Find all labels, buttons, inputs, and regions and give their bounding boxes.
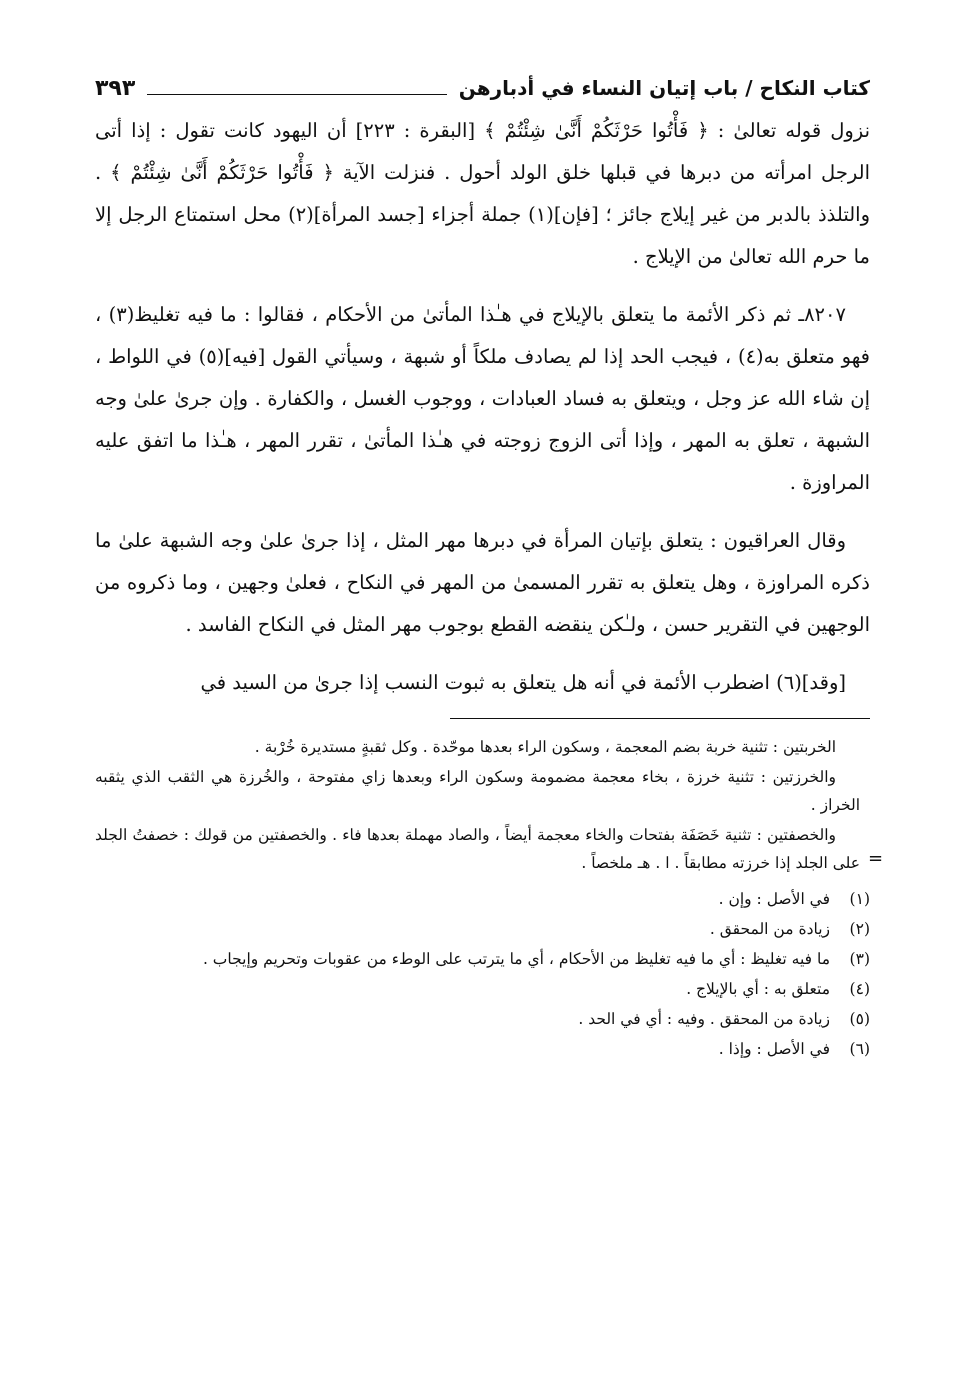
footnote-text: في الأصل : وإذا .	[718, 1040, 830, 1058]
footnote	[95, 915, 870, 943]
chapter-title: كتاب النكاح / باب إتيان النساء في أدبارهن	[458, 76, 870, 100]
paragraph: [وقد](٦) اضطرب الأئمة في أنه هل يتعلق به ثبوت النسب إذا جرىٰ من السيد في	[200, 671, 846, 694]
footnote-text: متعلق به : أي بالإيلاج .	[686, 980, 830, 998]
paragraph: ٨٢٠٧ـ ثم ذكر الأئمة ما يتعلق بالإيلاج في هـٰذا المأتىٰ من الأحكام ، فقالوا : ما فيه تغليظ(٣) ، فهو متعلق به(٤) ، فيجب الحد إذا لم يصادف ملكاً أو شبهة ، وسيأتي القول [فيه](٥) في اللواط ، إن شاء الله عز وجل ، ويتعلق به فساد العبادات ، ووجوب الغسل ، والكفارة . وإن جرىٰ علىٰ وجه الشبهة ، تعلق به المهر ، وإذا أتى الزوج زوجته في هـٰذا المأتىٰ ، تقرر المهر ، هـٰذا ما اتفق عليه المراوزة .	[95, 303, 870, 494]
footnote-text: ما فيه تغليظ : أي ما فيه تغليظ من الأحكام ، أي ما يترتب على الوطء من عقوبات وتحريم وإيجاب .	[202, 950, 830, 968]
footnote-number: (٥)	[849, 1010, 870, 1028]
book-page	[95, 68, 870, 1065]
footnote-continuation	[95, 733, 860, 877]
footnote-continuation-line: الخربتين : تثنية خربة بضم المعجمة ، وسكون الراء بعدها موحّدة . وكل ثقبةٍ مستديرة خُرْبة .	[254, 738, 836, 756]
footnote-number: (٣)	[849, 950, 870, 968]
footnote-number: (٤)	[849, 980, 870, 998]
page-number: ٣٩٣	[95, 75, 136, 101]
footnote-continuation-line: والخصفتين : تثنية خَصَفَة بفتحات والخاء معجمة أيضاً ، والصاد مهملة بعدها فاء . والخصفتين من قولك : خصفتُ الجلد على الجلد إذا خرزته مطابقاً . ا . هـ ملخصاً .	[95, 826, 860, 872]
footnote-number: (١)	[849, 890, 870, 908]
footnote-text: زيادة من المحقق . وفيه : أي في الحد .	[578, 1010, 830, 1028]
paragraph: وقال العراقيون : يتعلق بإتيان المرأة في دبرها مهر المثل ، إذا جرىٰ علىٰ وجه الشبهة علىٰ ما ذكره المراوزة ، وهل يتعلق به تقرر المسمىٰ من المهر في النكاح ، فعلىٰ وجهين ، وما ذكروه من الوجهين في التقرير حسن ، ولـٰكن ينقضه القطع بوجوب مهر المثل في النكاح الفاسد .	[95, 529, 870, 636]
footnote	[95, 1035, 870, 1063]
footnotes	[95, 885, 870, 1063]
footnote-text: في الأصل : وإن .	[718, 890, 830, 908]
footnote	[95, 975, 870, 1003]
footnote	[95, 945, 870, 973]
main-text	[95, 110, 870, 704]
footnote-number: (٦)	[849, 1040, 870, 1058]
paragraph: نزول قوله تعالىٰ : ﴿ فَأْتُوا حَرْثَكُمْ أَنَّىٰ شِئْتُمْ ﴾ [البقرة : ٢٢٣] أن اليهود كانت تقول : إذا أتى الرجل امرأته من دبرها في قبلها خلق الولد أحول . فنزلت الآية ﴿ فَأْتُوا حَرْثَكُمْ أَنَّىٰ شِئْتُمْ ﴾ . والتلذذ بالدبر من غير إيلاج جائز ؛ [فإن](١) جملة أجزاء [جسد المرأة](٢) محل استمتاع الرجل إلا ما حرم الله تعالىٰ من الإيلاج .	[95, 119, 870, 268]
footnote-number: (٢)	[849, 920, 870, 938]
footnote-continuation-mark: =	[868, 848, 884, 869]
footnote	[95, 885, 870, 913]
header-rule	[147, 94, 446, 95]
footnote-text: زيادة من المحقق .	[709, 920, 830, 938]
running-header	[95, 68, 870, 108]
footnote	[95, 1005, 870, 1033]
footnote-separator	[450, 718, 870, 719]
footnote-continuation-line: والخرزتين : تثنية خرزة ، بخاء معجمة مضمومة وسكون الراء وبعدها زاي مفتوحة ، والخُرزة هي الثقب الذي يثقبه الخراز .	[95, 768, 860, 814]
